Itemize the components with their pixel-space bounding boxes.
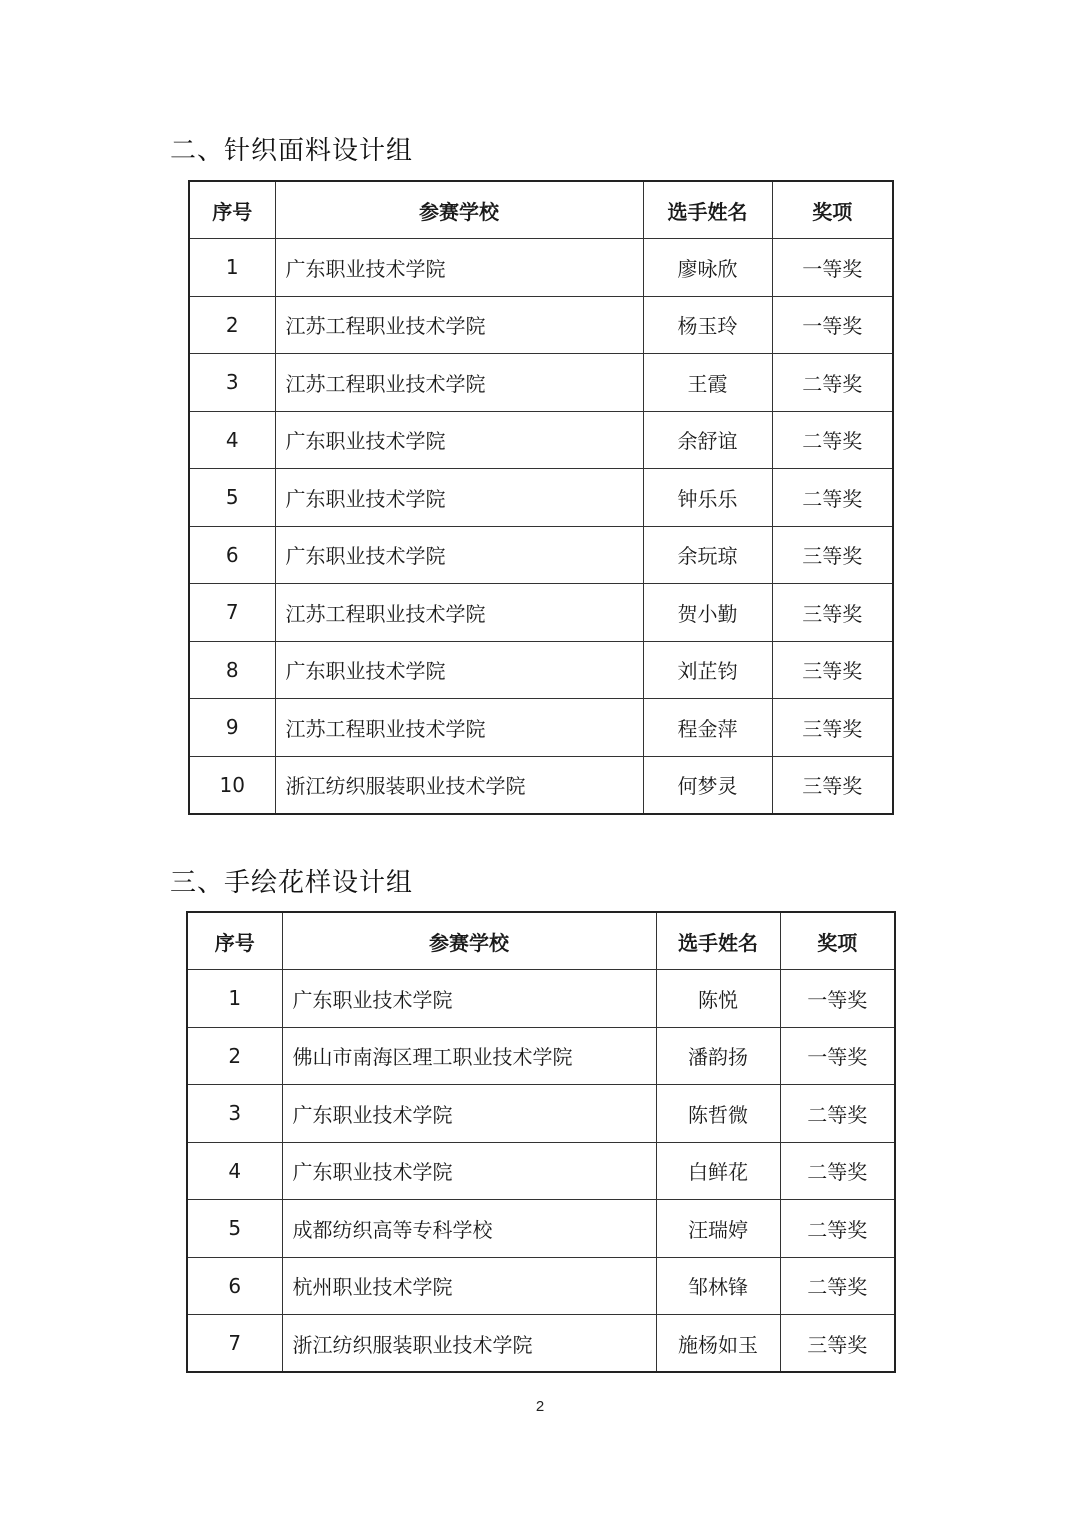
table-row [189,584,893,642]
cell-contestant-name: 邹林锋 [656,1257,780,1315]
cell-award: 三等奖 [772,641,893,699]
cell-school: 江苏工程职业技术学院 [275,584,643,642]
cell-index: 4 [189,411,275,469]
cell-contestant-name: 杨玉玲 [643,296,772,354]
section-title-knitted-fabric: 二、针织面料设计组 [170,136,414,166]
table-row [189,641,893,699]
cell-award: 一等奖 [772,239,893,297]
header-school: 参赛学校 [282,912,656,970]
cell-school: 江苏工程职业技术学院 [275,699,643,757]
cell-index: 6 [187,1257,282,1315]
cell-contestant-name: 余舒谊 [643,411,772,469]
cell-index: 1 [187,970,282,1028]
cell-school: 广东职业技术学院 [275,239,643,297]
cell-index: 5 [189,469,275,527]
table-row [189,239,893,297]
hand-drawn-pattern-award-table [186,911,896,1373]
table-row [187,1257,895,1315]
cell-award: 三等奖 [772,699,893,757]
cell-index: 1 [189,239,275,297]
cell-index: 5 [187,1200,282,1258]
cell-index: 2 [189,296,275,354]
table-row [189,296,893,354]
header-contestant-name: 选手姓名 [643,181,772,239]
table-row [187,1200,895,1258]
cell-award: 二等奖 [780,1200,895,1258]
cell-index: 8 [189,641,275,699]
cell-award: 一等奖 [780,1027,895,1085]
cell-contestant-name: 何梦灵 [643,756,772,814]
cell-award: 二等奖 [772,469,893,527]
cell-index: 4 [187,1142,282,1200]
cell-index: 2 [187,1027,282,1085]
cell-contestant-name: 施杨如玉 [656,1315,780,1373]
cell-contestant-name: 汪瑞婷 [656,1200,780,1258]
cell-contestant-name: 钟乐乐 [643,469,772,527]
cell-award: 三等奖 [780,1315,895,1373]
cell-award: 一等奖 [780,970,895,1028]
page-number: 2 [535,1398,545,1415]
cell-index: 7 [187,1315,282,1373]
cell-school: 广东职业技术学院 [282,970,656,1028]
cell-award: 三等奖 [772,584,893,642]
cell-award: 二等奖 [772,411,893,469]
table-row [189,526,893,584]
section-title-hand-drawn-pattern: 三、手绘花样设计组 [170,868,414,898]
header-index: 序号 [187,912,282,970]
table-header-row [187,912,895,970]
cell-school: 江苏工程职业技术学院 [275,354,643,412]
header-school: 参赛学校 [275,181,643,239]
header-award: 奖项 [780,912,895,970]
table-header-row [189,181,893,239]
cell-contestant-name: 王霞 [643,354,772,412]
cell-contestant-name: 白鲜花 [656,1142,780,1200]
cell-index: 3 [189,354,275,412]
cell-school: 广东职业技术学院 [282,1085,656,1143]
knitted-fabric-award-table [188,180,894,815]
cell-contestant-name: 廖咏欣 [643,239,772,297]
cell-contestant-name: 潘韵扬 [656,1027,780,1085]
header-contestant-name: 选手姓名 [656,912,780,970]
table-row [187,1027,895,1085]
cell-school: 成都纺织高等专科学校 [282,1200,656,1258]
cell-school: 江苏工程职业技术学院 [275,296,643,354]
cell-award: 二等奖 [780,1085,895,1143]
header-award: 奖项 [772,181,893,239]
cell-index: 7 [189,584,275,642]
table-row [189,411,893,469]
cell-contestant-name: 陈哲微 [656,1085,780,1143]
cell-index: 10 [189,756,275,814]
header-index: 序号 [189,181,275,239]
table-row [187,970,895,1028]
cell-school: 浙江纺织服装职业技术学院 [275,756,643,814]
table-row [187,1315,895,1373]
cell-contestant-name: 刘芷钧 [643,641,772,699]
table-row [187,1142,895,1200]
cell-school: 广东职业技术学院 [275,469,643,527]
cell-school: 广东职业技术学院 [282,1142,656,1200]
table-row [189,699,893,757]
cell-school: 广东职业技术学院 [275,526,643,584]
table-row [189,469,893,527]
cell-school: 杭州职业技术学院 [282,1257,656,1315]
cell-index: 3 [187,1085,282,1143]
cell-school: 浙江纺织服装职业技术学院 [282,1315,656,1373]
cell-index: 6 [189,526,275,584]
cell-contestant-name: 程金萍 [643,699,772,757]
cell-school: 广东职业技术学院 [275,641,643,699]
cell-award: 三等奖 [772,526,893,584]
cell-contestant-name: 陈悦 [656,970,780,1028]
cell-award: 二等奖 [772,354,893,412]
cell-school: 广东职业技术学院 [275,411,643,469]
cell-index: 9 [189,699,275,757]
cell-award: 二等奖 [780,1142,895,1200]
cell-award: 一等奖 [772,296,893,354]
cell-award: 二等奖 [780,1257,895,1315]
cell-contestant-name: 余玩琼 [643,526,772,584]
cell-school: 佛山市南海区理工职业技术学院 [282,1027,656,1085]
cell-award: 三等奖 [772,756,893,814]
table-row [187,1085,895,1143]
table-row [189,756,893,814]
table-row [189,354,893,412]
cell-contestant-name: 贺小勤 [643,584,772,642]
